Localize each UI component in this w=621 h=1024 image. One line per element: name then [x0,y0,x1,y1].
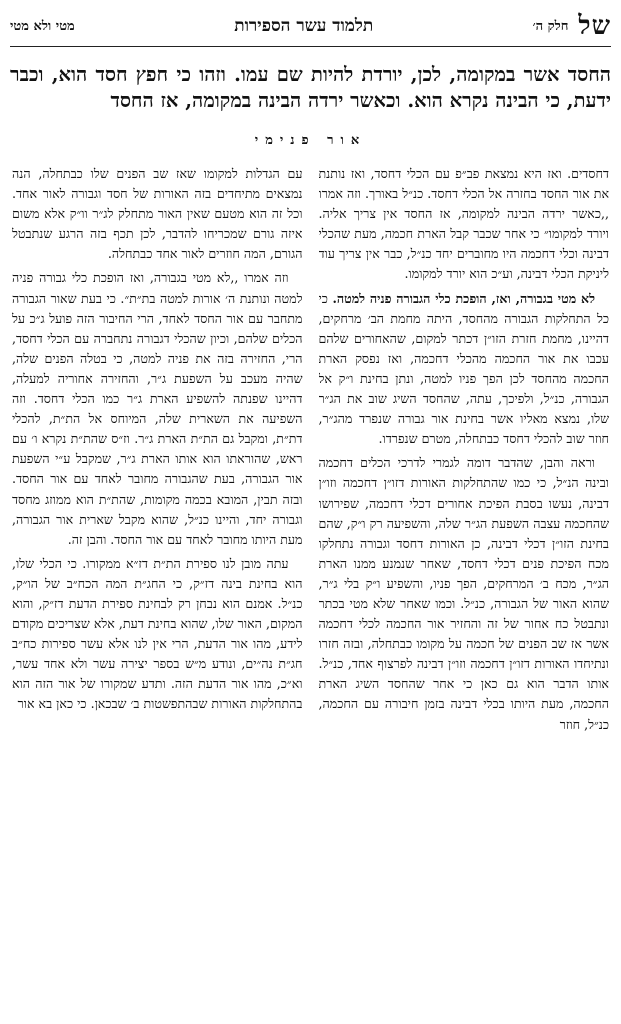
main-text: החסד אשר במקומה, לכן, יורדת להיות שם עמו. וזהו כי חפץ חסד הוא, וכבר ידעת, כי הבינה נקרא הוא. וכאשר ירדה הבינה במקומה, אז החסד [10,63,611,112]
left-column-paragraph-2: וזה אמרו ,,לא מטי בגבורה, ואז הופכת כלי גבורה פניה למטה ונותנת ה׳ אורות למטה בת״ת״. כי בעת שאור הגבורה מתחבר עם אור החסד לאחד, הרי החיבור הזה פועל ג״כ על הכלים שלהם, וכיון שהכלי דגבורה נתחברה עם הכלי דחסד, הרי, החזירה בזה את פניה למטה, כי בטלה הפנים שלה, שהיה מעכב על השפעת ג״ר, והחזירה אחוריה למעלה, דהיינו שפנתה להשפיע הארת ג״ר כמו הכלי דחסד. וזה השפיעה את השארית שלה, המיוחס אל הת״ת, להכלי דת״ת, ומקבל גם הת״ת הארת ג״ר. וז״ס שהת״ת נקרא ו׳ עם ראש, שהוראתו הוא אותו הארת ג״ר, שמקבל ע״י השפעת אור הגבורה, בעת שהגבורה מחובר לאחד עם אור החסד. ובזה תבין, המובא בכמה מקומות, שהת״ת הוא ממוזג מחסד וגבורה יחד, והיינו כנ״ל, שהוא מקבל שארית אור הגבורה, מעת היותו מחובר לאחד עם אור החסד. והבן זה. [12,270,303,547]
right-column-paragraph-2-text: כי כל התחלקות הגבורה מהחסד, היתה מחמת הב׳ מרחקים, דהיינו, מחמת חזרת הזו״ן דכתר למקום, שהאחורים שלהם עכבו את אור החכמה מהכלי דחכמה, ואז נפסק הארת החכמה מהחסד לכן הפך פניו למטה, ונתן בחינת ו״ק אל הגבורה, כנ״ל, ולפיכך, עתה, שהחסד השיג שוב את הג״ר שלו, נמצא מאליו אשר בחינת אור גבורה שנפרד מהג״ר, חוזר שוב להכלי דחסד כבתחלה, מטרם שנפרדו. [318,290,609,447]
left-column-paragraph-3: עתה מובן לנו ספירת הת״ת דז״א ממקורו. כי הכלי שלו, הוא בחינת בינה דז״ק, כי החג״ת המה הכח״ב של הו״ק, כנ״ל. אמנם הוא נבחן רק לבחינת ספירת הדעת דז״ק, והוא המקום, האור שלו, שהוא בחינת דעת, אלא שצריכים מקודם לידע, מהו אור הדעת, הרי אין לנו אלא עשר ספירות כח״ב חג״ת נה״ים, ונודע מ״ש בספר יצירה עשר ולא אחד עשר, וא״כ, מהו אור הדעת הזה. ותדע שמקורו של אור הזה הוא בהתחלקות האורות שבהתפשטות ב׳ שבכאן. כי כאן בא אור [12,555,303,712]
left-column [12,164,303,1016]
page-label: של [578,11,611,41]
section-label: מטי ולא מטי [10,19,75,34]
left-column-paragraph-1: עם הגדלות למקומו שאז שב הפנים שלו כבתחלה, הנה נמצאים מתיחדים בזה האורות של חסד וגבורה לאור אחד. וכל זה הוא מטעם שאין האור מתחלק לג״ר וו״ק אלא משום איזה גורם שמכריחו להדבר, לכן תכף בזה הרגע שנתבטל הגורם, המה חוזרים לאור אחד כבתחלה. [12,166,303,262]
part-label: חלק ה׳ [532,19,569,34]
page-header [10,6,611,47]
commentary-columns [12,164,609,1016]
right-column [319,164,610,1016]
right-column-paragraph-3: וראה והבן, שהדבר דומה לגמרי לדרכי הכלים דחכמה ובינה הנ״ל, כי כמו שהתחלקות האורות דזו״ן דחכמה וזו״ן דבינה, נעשו בסבת הפיכת אחורים דכלי דחכמה, שפירושו שהחכמה עצבה השפעת הג״ר שלה, והשפיעה רק ו״ק, שהם בחינת הזו״ן דכלי דבינה, כן האורות דחסד וגבורה נתחלקו מכח הפיכת פנים דכלי דחסד, שאחר שנמנע ממנו הארת הג״ר, מכח ב׳ המרחקים, הפך פניו, והשפיע ו״ק בלי ג״ר, שהוא האור של הגבורה, כנ״ל. וכמו שאחר שלא מטי בכתר ונתבטל כח אחור של זה והחזיר אור החכמה לכלי דחכמה אשר אז שב הפנים של חכמה על מקומו כבתחלה, ובזה חזרו ונתיחדו האורות דזו״ן דחכמה וזו״ן דבינה לפרצוף אחד, כנ״ל. אותו הדבר הוא גם כאן כי אחר שהחסד השיג הארת החכמה, מעת היותו בכלי דבינה בזמן חיבורה עם החכמה, כנ״ל, חוזר [318,455,609,732]
book-title: תלמוד עשר הספירות [234,16,374,36]
quoted-lead: לא מטי בגבורה, ואז, הופכת כלי הגבורה פניה למטה. [332,290,595,306]
right-column-paragraph-2 [319,289,610,450]
section-title: אור פנימי [254,133,367,148]
right-column-paragraph-1: דחסדים. ואז היא נמצאת פב״פ עם הכלי דחסד, ואז נותנת את אור החסד בחזרה אל הכלי דחסד. כנ״ל באורך. וזה אמרו ,,כאשר ירדה הבינה למקומה, אז החסד אין צריך אליה. ויורד למקומו״ כי אחר שכבר קבל הארת חכמה, מעת שהכלי דבינה וכלי דחכמה היו מחוברים יחד כנ״ל, כבר אין צריך עוד ליניקת הכלי דבינה, וע״כ הוא יורד למקומו. [318,166,609,282]
